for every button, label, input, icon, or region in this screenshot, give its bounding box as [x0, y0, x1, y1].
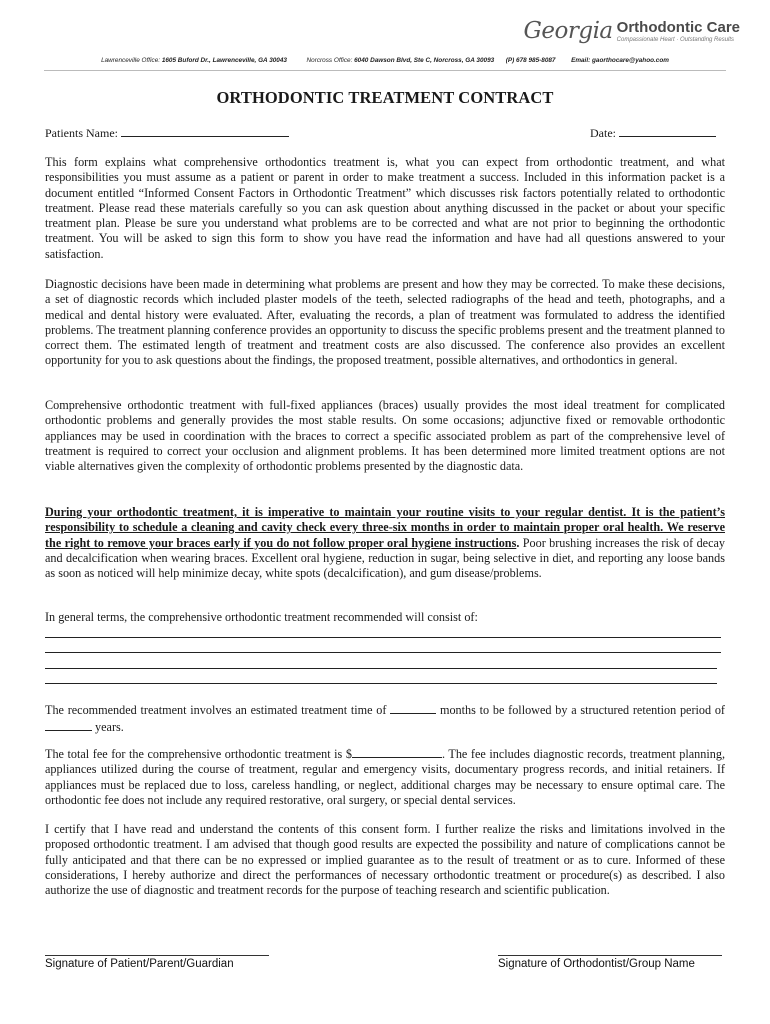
patient-name-label: Patients Name: — [45, 126, 118, 140]
orthodontist-signature-line[interactable] — [498, 955, 722, 956]
logo-tagline: Compassionate Heart · Outstanding Results — [616, 36, 735, 43]
dentist-visits-notice: During your orthodontic treatment, it is imperative to maintain your routine visits to your regular dentist. It is the patient’s responsibility to schedule a cleaning and cavity check every three-six months in order to maintain proper oral health. We reserve the right to remove your braces early if you do not follow proper oral hygiene instructions — [45, 505, 725, 550]
practice-logo — [524, 18, 740, 44]
fee-paragraph: The total fee for the comprehensive orthodontic treatment is $ . The fee includes diagnostic records, treatment planning, appliances utilized during the course of treatment, regular and emergency visits, documentary progress records, and initial retainers. If appliances must be replaced due to loss, careless handling, or neglect, additional charges may be necessary to ensure optimal care. The orthodontic fee does not include any required restorative, oral surgery, or special dental services. — [45, 747, 725, 807]
date-field — [590, 124, 716, 141]
phone-number: (P) 678 985-8087 — [505, 57, 556, 64]
logo-name: Orthodontic Care — [616, 18, 740, 36]
patient-name-input[interactable] — [121, 124, 289, 137]
patient-name-field — [45, 124, 289, 141]
certification-paragraph: I certify that I have read and understand the contents of this consent form. I further realize the risks and limitations involved in the proposed orthodontic treatment. I am advised that though good results are expected the possibility and nature of complications cannot be fully anticipated and that there can be no expressed or implied guarantee as to the result of treatment or as to cure. Informed of these considerations, I hereby authorize and direct the performances of necessary orthodontic treatment or procedure(s) as described. I also authorize the use of diagnostic and treatment records for the purpose of teaching research and scientific publication. — [45, 822, 725, 898]
logo-script-text: Georgia — [523, 18, 613, 44]
treatment-description-line-3[interactable] — [45, 668, 717, 669]
total-fee-input[interactable] — [352, 745, 442, 758]
header-divider — [44, 70, 726, 71]
retention-years-input[interactable] — [45, 718, 92, 731]
document-title: ORTHODONTIC TREATMENT CONTRACT — [216, 88, 554, 107]
patient-signature-line[interactable] — [45, 955, 269, 956]
treatment-description-line-1[interactable] — [45, 637, 721, 638]
treatment-description-line-2[interactable] — [45, 652, 721, 653]
email-address: gaorthocare@yahoo.com — [592, 57, 669, 64]
orthodontist-signature-label: Signature of Orthodontist/Group Name — [498, 958, 695, 970]
date-input[interactable] — [619, 124, 716, 137]
diagnostic-paragraph: Diagnostic decisions have been made in determining what problems are present and how they may be corrected. To make these decisions, a set of diagnostic records which included plaster models of the teeth, selected radiographs of the head and teeth, photographs, and a medical and dental history were evaluated. After, evaluating the records, a plan of treatment was formulated to address the identified problems. The treatment planning conference provides an opportunity to discuss the specific problems present and the treatment planned to correct them. The estimated length of treatment and treatment costs are also discussed. The conference also provides an excellent opportunity for you to ask questions about the findings, the proposed treatment, possible alternatives, and orthodontics in general. — [45, 277, 725, 368]
dentist-visits-paragraph: During your orthodontic treatment, it is imperative to maintain your routine visits to your regular dentist. It is the patient’s responsibility to schedule a cleaning and cavity check every three-six months in order to maintain proper oral health. We reserve the right to remove your braces early if you do not follow proper oral hygiene instructions. Poor brushing increases the risk of decay and decalcification when wearing braces. Excellent oral hygiene, reduction in sugar, being selective in diet, and reporting any loose bands as soon as noticed will help minimize decay, white spots (decalcification), and gum disease/problems. — [45, 505, 725, 581]
patient-signature-label: Signature of Patient/Parent/Guardian — [45, 958, 234, 970]
treatment-description-line-4[interactable] — [45, 683, 717, 684]
intro-paragraph: This form explains what comprehensive orthodontics treatment is, what you can expect from orthodontic treatment, and what responsibilities you must assume as a patient or parent in order to make treatment a success. Included in this information packet is a document entitled “Informed Consent Factors in Orthodontic Treatment” which discusses risk factors potentially related to orthodontic treatment. Please read these materials carefully so you can ask question about anything discussed in the packet or about your specific treatment plan. Please be sure you understand what problems are to be corrected and what are not prior to beginning the orthodontic treatment. You will be asked to sign this form to show you have read the information and have had all questions answered to your satisfaction. — [45, 155, 725, 261]
treatment-time-paragraph: The recommended treatment involves an estimated treatment time of months to be followed by a structured retention period of years. — [45, 703, 725, 735]
office-address-line: Lawrenceville Office: 1605 Buford Dr., Lawrenceville, GA 30043 Norcross Office: 6040 Dawson Blvd, Ste C, Norcross, GA 30093 (P) 678 985-8087 Email: gaorthocare@yahoo.com — [101, 57, 669, 64]
treatment-paragraph: Comprehensive orthodontic treatment with full-fixed appliances (braces) usually provides the most ideal treatment for complicated orthodontic problems and generally provides the most stable results. On some occasions; adjunctive fixed or removable orthodontic appliances may be used in coordination with the braces to correct a specific associated problem as part of the comprehensive level of treatment is required to correct your occlusion and alignment problems. It has been determined more limited treatment options are not viable alternatives given the complexity of orthodontic problems presented by the diagnostic data. — [45, 398, 725, 474]
treatment-months-input[interactable] — [390, 701, 436, 714]
date-label: Date: — [590, 126, 616, 140]
treatment-consist-label: In general terms, the comprehensive orthodontic treatment recommended will consist of: — [45, 610, 478, 624]
lawrenceville-address: 1605 Buford Dr., Lawrenceville, GA 30043 — [161, 57, 287, 64]
norcross-address: 6040 Dawson Blvd, Ste C, Norcross, GA 30093 — [354, 57, 495, 64]
